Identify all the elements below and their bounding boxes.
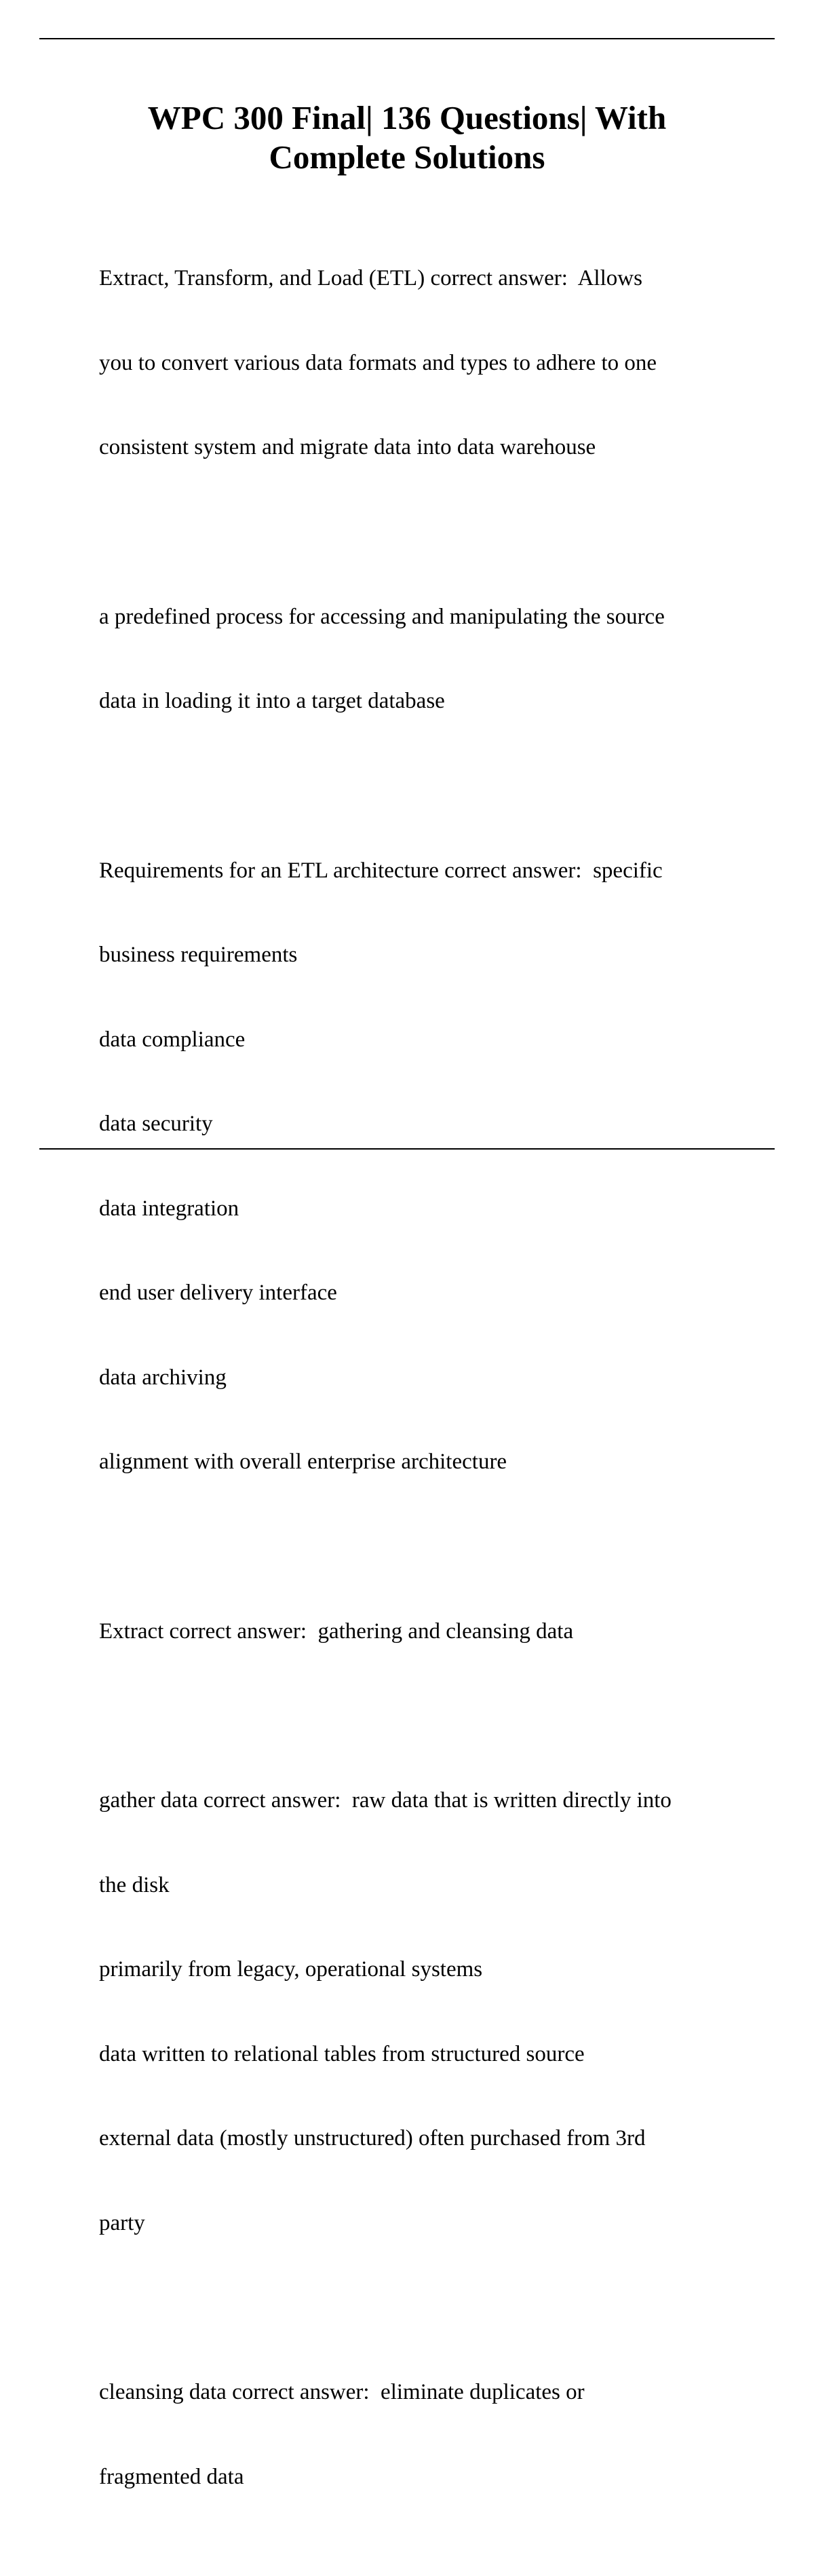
text-line: gather data correct answer: raw data that is written directly into [99,1788,672,1813]
text-line: party [99,2210,145,2235]
title-line-1: WPC 300 Final| 136 Questions| With [147,99,667,136]
text-line: external data (mostly unstructured) often purchased from 3rd [99,2126,646,2151]
text-line: fragmented data [99,2464,244,2489]
paragraph-etl-requirements [99,801,750,1533]
paragraph-extract [99,1561,750,1703]
document-body [99,208,750,2576]
text-line: data archiving [99,1365,227,1390]
text-line: data integration [99,1196,239,1221]
text-line: business requirements [99,943,298,967]
text-line: Requirements for an ETL architecture correct answer: specific [99,858,663,883]
page-title [68,98,746,177]
text-line: a predefined process for accessing and manipulating the source [99,604,665,629]
text-line: cleansing data correct answer: eliminate duplicates or [99,2380,585,2404]
text-line: data in loading it into a target database [99,689,445,713]
text-line: Extract, Transform, and Load (ETL) correct answer: Allows [99,266,642,290]
paragraph-gather-data [99,1730,750,2294]
text-line: data security [99,1112,213,1136]
text-line: end user delivery interface [99,1281,337,1305]
paragraph-cleansing-data [99,2322,750,2547]
text-line: Extract correct answer: gathering and cleansing data [99,1618,574,1644]
text-line: data written to relational tables from structured source [99,2041,585,2066]
title-line-2: Complete Solutions [269,138,545,176]
bottom-rule [39,1148,775,1150]
text-line: the disk [99,1872,170,1897]
text-line: primarily from legacy, operational systems [99,1957,483,1982]
text-line: consistent system and migrate data into data warehouse [99,435,596,459]
text-line: data compliance [99,1027,246,1052]
paragraph-etl-definition [99,208,750,518]
paragraph-predefined-process [99,547,750,772]
text-line: you to convert various data formats and types to adhere to one [99,350,657,375]
text-line: alignment with overall enterprise architecture [99,1450,507,1474]
top-rule [39,38,775,39]
